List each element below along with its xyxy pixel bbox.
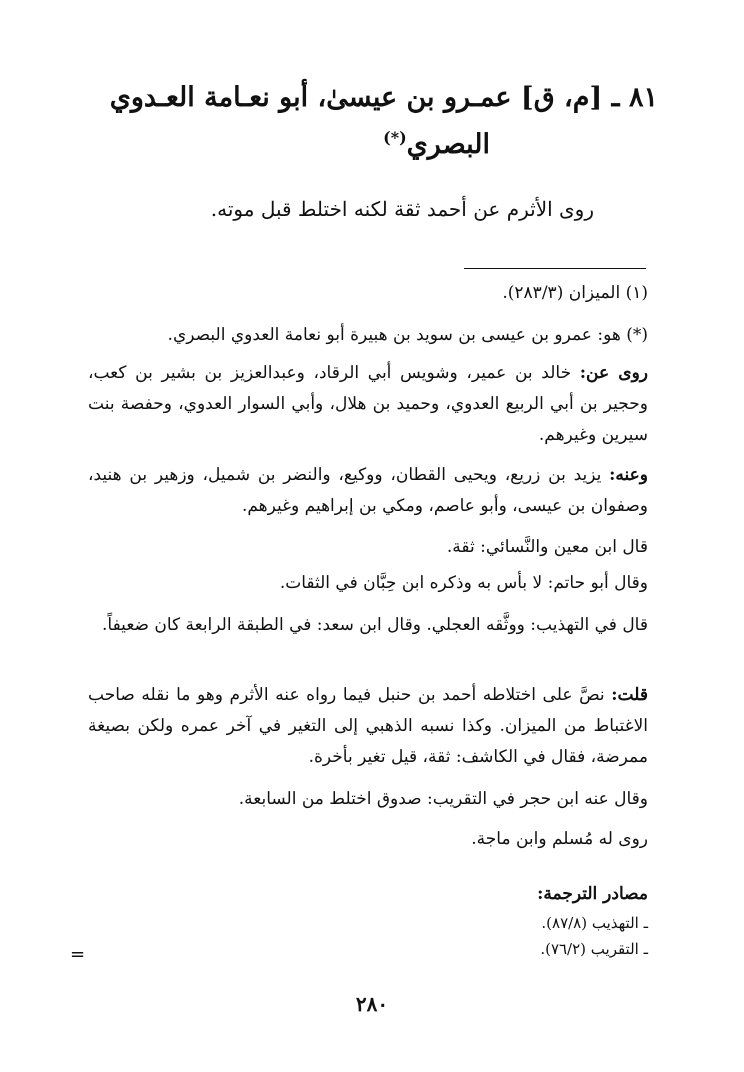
title-line-2 [60, 118, 658, 165]
author-note-text: نصَّ على اختلاطه أحمد بن حنبل فيما رواه عنه الأثرم وهو ما نقله صاحب الاغتباط من الميزان. وكذا نسبه الذهبي إلى التغير في آخر عمره ولكن بصيغة ممرضة، فقال في الكاشف: ثقة، قيل تغير بأخرة. [88, 685, 648, 767]
tahdhib-paragraph: قال في التهذيب: ووثَّقه العجلي. وقال ابن سعد: في الطبقة الرابعة كان ضعيفاً. [102, 615, 648, 635]
narrators-label: وعنه: [609, 465, 649, 485]
author-note-label: قلت: [611, 685, 648, 705]
source-item: ـ التقريب (٧٦/٢). [540, 940, 648, 958]
narrated-from-label: روى عن: [579, 363, 649, 383]
entry-title [60, 78, 658, 165]
narrators-text: يزيد بن زريع، ويحيى القطان، ووكيع، والنضر بن شميل، وزهير بن هنيد، وصفوان بن عيسى، وأبو عاصم، ومكي بن إبراهيم وغيرهم. [88, 465, 648, 516]
narrated-from-paragraph [88, 358, 648, 451]
sources-list [348, 910, 648, 962]
continuation-mark: = [70, 944, 86, 965]
taqrib-paragraph: وقال عنه ابن حجر في التقريب: صدوق اختلط من السابعة. [238, 789, 648, 809]
author-note-paragraph [88, 680, 648, 773]
title-footnote-marker: (*) [383, 128, 407, 147]
narrated-from-text: خالد بن عمير، وشويس أبي الرقاد، وعبدالعزيز بن بشير بن كعب، وحجير بن أبي الربيع العدوي، وحميد بن هلال، وأبي السوار العدوي، وحفصة بنت سيرين وغيرهم. [88, 363, 648, 445]
title-line-1: ٨١ ـ [م، ق] عمـرو بن عيسىٰ، أبو نعـامة العـدوي [109, 82, 658, 113]
footnote-1: (١) الميزان (٢٨٣/٣). [502, 283, 648, 303]
narrated-by-paragraph: روى له مُسلم وابن ماجة. [471, 829, 648, 849]
footnote-separator [464, 268, 646, 269]
sources-title: مصادر الترجمة: [537, 884, 648, 904]
abu-hatim-paragraph: وقال أبو حاتم: لا بأس به وذكره ابن حِبَّان في الثقات. [279, 573, 648, 593]
title-name: البصري [406, 129, 490, 160]
narrators-paragraph [88, 460, 648, 522]
main-text: روى الأثرم عن أحمد ثقة لكنه اختلط قبل موته. [210, 197, 594, 221]
source-item: ـ التهذيب (٨٧/٨). [541, 914, 648, 932]
page-number: ٢٨٠ [355, 992, 389, 1016]
footnote-identity: (*) هو: عمرو بن عيسى بن سويد بن هبيرة أبو نعامة العدوي البصري. [167, 325, 648, 345]
ibn-maeen-paragraph: قال ابن معين والنَّسائي: ثقة. [446, 537, 648, 557]
